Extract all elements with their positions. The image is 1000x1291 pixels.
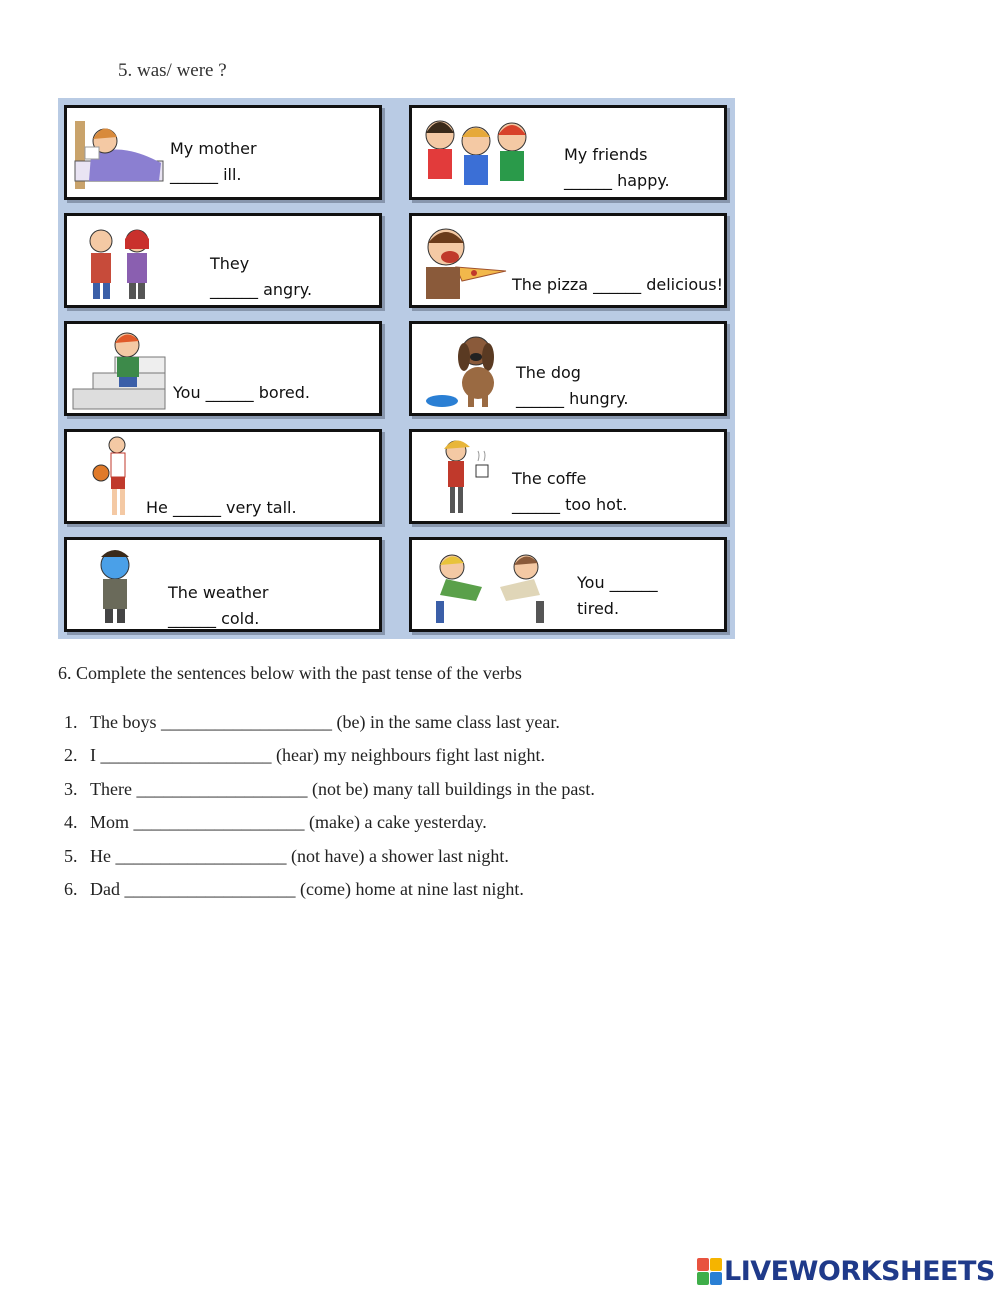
card-line-1: He ______ very tall. xyxy=(146,498,297,517)
card-line-1: The pizza ______ delicious! xyxy=(512,275,724,294)
exercise-sentence: The boys ___________________ (be) in the same class last year. xyxy=(90,712,560,732)
exercise-item xyxy=(64,776,595,809)
logo-square-green xyxy=(697,1272,709,1285)
exercise-item xyxy=(64,876,595,909)
liveworksheets-logo-icon xyxy=(697,1258,721,1284)
card-the-pizza xyxy=(409,213,727,308)
logo-text: LIVEWORKSHEETS xyxy=(724,1255,995,1287)
exercise-number: 1. xyxy=(64,712,78,732)
card-line-2: tired. xyxy=(577,599,620,618)
card-the-weather xyxy=(64,537,382,632)
card-line-1: The coffe xyxy=(512,469,587,488)
boy-eating-pizza-icon xyxy=(416,219,512,303)
card-line-2: ______ angry. xyxy=(210,280,313,299)
exercise-sentence: Dad ___________________ (come) home at nine last night. xyxy=(90,878,524,899)
card-line-2: ______ too hot. xyxy=(512,495,628,514)
card-line-1: The weather xyxy=(168,583,269,602)
card-the-dog xyxy=(409,321,727,416)
logo-square-blue xyxy=(710,1272,722,1285)
three-happy-kids-icon xyxy=(416,111,536,195)
exercise-sentence: There ___________________ (not be) many tall buildings in the past. xyxy=(90,778,595,799)
exercise-number: 4. xyxy=(64,812,78,833)
section-6-title: 6. Complete the sentences below with the past tense of the verbs xyxy=(58,663,522,683)
card-my-mother xyxy=(64,105,382,200)
exercise-item xyxy=(64,843,595,876)
was-were-cards-panel xyxy=(58,98,735,639)
exercise-number: 6. xyxy=(64,878,78,899)
exercise-sentence: Mom ___________________ (make) a cake yesterday. xyxy=(90,812,487,833)
card-you-tired xyxy=(409,537,727,632)
hungry-dog-with-bowl-icon xyxy=(416,327,512,411)
card-line-1: They xyxy=(210,254,250,273)
card-line-1: My friends xyxy=(564,145,648,164)
two-tired-people-icon xyxy=(416,543,566,627)
card-you-bored xyxy=(64,321,382,416)
card-line-2: ______ ill. xyxy=(170,165,242,184)
logo-square-yellow xyxy=(710,1258,722,1271)
card-the-coffe xyxy=(409,429,727,524)
past-tense-exercise-list xyxy=(64,709,595,909)
card-line-2: ______ hungry. xyxy=(516,389,629,408)
card-line-1: The dog xyxy=(516,363,581,382)
woman-sick-in-bed-icon xyxy=(71,111,167,195)
logo-square-red xyxy=(697,1258,709,1271)
exercise-number: 2. xyxy=(64,745,78,766)
bored-boy-on-stairs-icon xyxy=(71,327,167,411)
card-line-2: ______ cold. xyxy=(168,609,260,628)
exercise-sentence: I ___________________ (hear) my neighbours fight last night. xyxy=(90,745,545,766)
freezing-man-icon xyxy=(71,543,167,627)
card-my-friends xyxy=(409,105,727,200)
exercise-sentence: He ___________________ (not have) a shower last night. xyxy=(90,845,509,866)
exercise-item xyxy=(64,809,595,842)
liveworksheets-logo[interactable] xyxy=(697,1255,995,1287)
card-he-tall xyxy=(64,429,382,524)
arguing-couple-icon xyxy=(71,219,167,303)
section-5-title: 5. was/ were ? xyxy=(118,60,227,81)
card-line-1: My mother xyxy=(170,139,257,158)
exercise-item xyxy=(64,742,595,775)
exercise-item xyxy=(64,709,595,742)
card-line-1: You ______ xyxy=(577,573,658,592)
card-they xyxy=(64,213,382,308)
exercise-number: 3. xyxy=(64,778,78,799)
card-line-1: You ______ bored. xyxy=(173,383,311,402)
card-line-2: ______ happy. xyxy=(564,171,670,190)
exercise-number: 5. xyxy=(64,845,78,866)
woman-with-hot-coffee-icon xyxy=(416,435,512,519)
